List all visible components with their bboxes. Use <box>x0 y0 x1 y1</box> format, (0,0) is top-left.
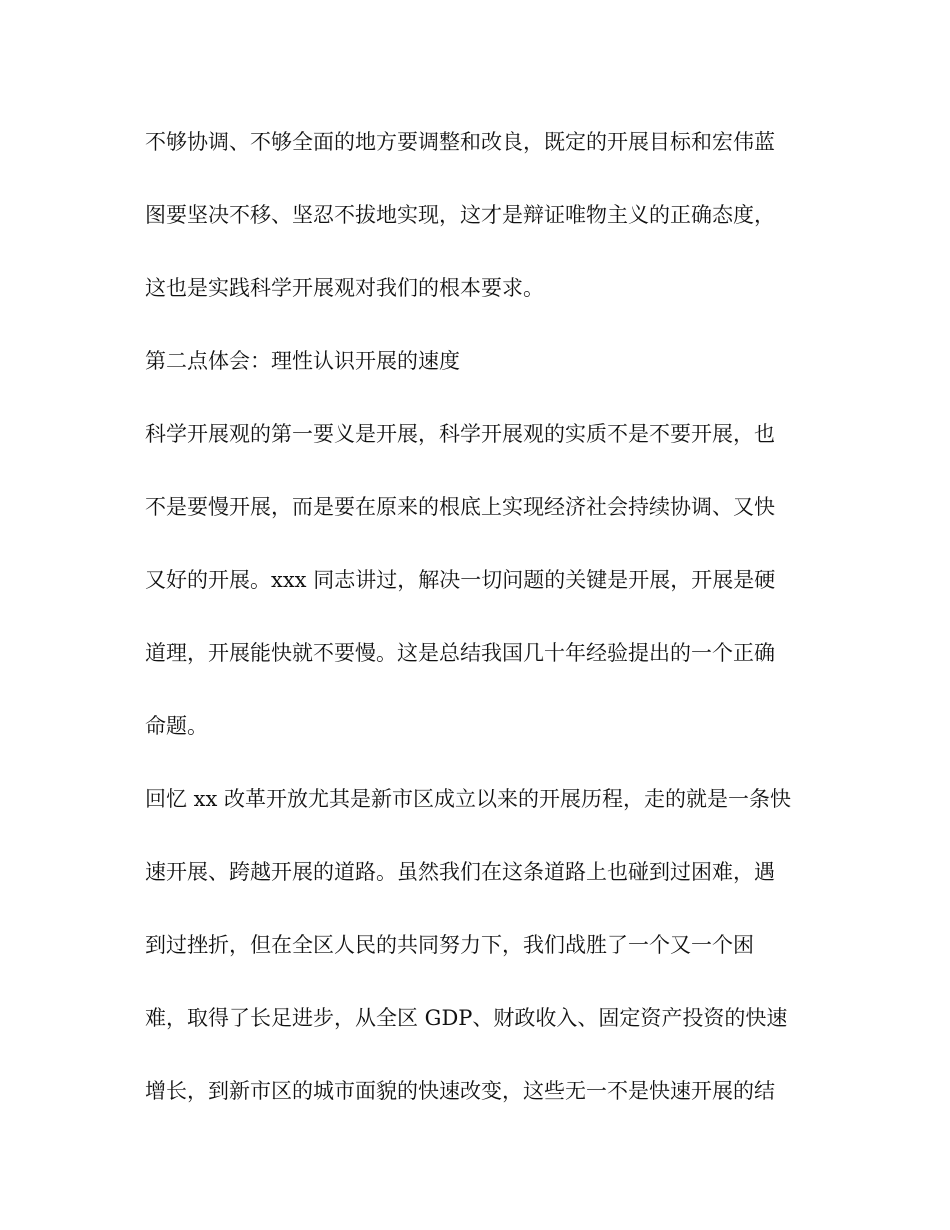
text-line: 增长，到新市区的城市面貌的快速改变，这些无一不是快速开展的结 <box>145 1079 775 1103</box>
text-line: 命题。 <box>145 714 208 738</box>
text-line: 道理，开展能快就不要慢。这是总结我国几十年经验提出的一个正确 <box>145 641 775 665</box>
text-line: 不是要慢开展，而是要在原来的根底上实现经济社会持续协调、又快 <box>145 495 775 519</box>
text-line: 图要坚决不移、坚忍不拔地实现，这才是辩证唯物主义的正确态度， <box>145 203 775 227</box>
text-line: 这也是实践科学开展观对我们的根本要求。 <box>145 276 544 300</box>
text-line: 科学开展观的第一要义是开展，科学开展观的实质不是不要开展，也 <box>145 422 775 446</box>
text-line: 速开展、跨越开展的道路。虽然我们在这条道路上也碰到过困难，遇 <box>145 860 775 884</box>
text-line: 又好的开展。xxx 同志讲过，解决一切问题的关键是开展，开展是硬 <box>145 568 776 592</box>
text-line: 难，取得了长足进步，从全区 GDP、财政收入、固定资产投资的快速 <box>145 1006 788 1030</box>
text-line: 到过挫折，但在全区人民的共同努力下，我们战胜了一个又一个困 <box>145 933 754 957</box>
text-line: 不够协调、不够全面的地方要调整和改良，既定的开展目标和宏伟蓝 <box>145 130 775 154</box>
document-body <box>145 122 815 1144</box>
text-line: 回忆 xx 改革开放尤其是新市区成立以来的开展历程，走的就是一条快 <box>145 787 792 811</box>
section-heading: 第二点体会：理性认识开展的速度 <box>145 349 460 373</box>
